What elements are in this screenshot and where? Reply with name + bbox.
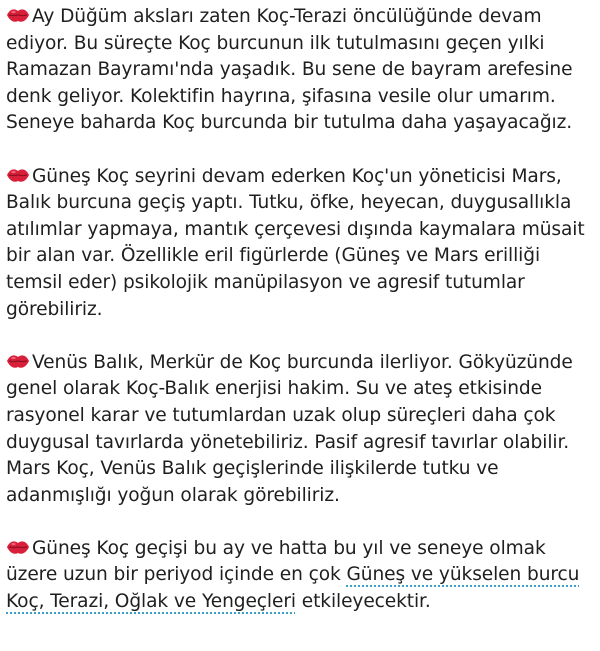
kiss-lips-icon — [6, 538, 30, 556]
paragraph-3-text: Venüs Balık, Merkür de Koç burcunda ilerliyor. Gökyüzünde genel olarak Koç-Balık enerjisi hakim. Su ve ateş etkisinde rasyonel karar ve tutumlardan uzak olup süreçleri daha çok duygusal tavırlarda yönetebiliriz. Pasif agresif tavırlar olabilir. Mars Koç, Venüs Balık geçişlerinde ilişkilerde tutku ve adanmışlığı yoğun olarak görebiliriz. — [6, 351, 573, 506]
paragraph-4 — [6, 536, 596, 616]
paragraph-1-text: Ay Düğüm aksları zaten Koç-Terazi öncülüğünde devam ediyor. Bu süreçte Koç burcunun ilk tutulmasını geçen yılki Ramazan Bayramı'nda yaşadık. Bu sene de bayram arefesine denk geliyor. Kolektifin hayrına, şifasına vesile olur umarım. Seneye baharda Koç burcunda bir tutulma daha yaşayacağız. — [6, 6, 573, 134]
paragraph-4-text-end: etkileyecektir. — [295, 591, 431, 613]
kiss-lips-icon — [6, 6, 30, 24]
paragraph-4-text: Güneş Koç geçişi bu ay ve hatta bu yıl ve seneye olmak üzere uzun bir periyod içinde en çok — [6, 537, 546, 586]
paragraph-2-text: Güneş Koç seyrini devam ederken Koç'un yöneticisi Mars, Balık burcuna geçiş yaptı. Tutku, öfke, heyecan, duygusallıkla atılımlar yapmaya, mantık çerçevesi dışında kaymalara müsait bir alan var. Özellikle eril figürlerde (Güneş ve Mars erilliği temsil eder) psikolojik manüpilasyon ve agresif tutumlar görebiliriz. — [6, 165, 585, 320]
post-body — [6, 4, 596, 616]
kiss-lips-icon — [6, 352, 30, 370]
kiss-lips-icon — [6, 166, 30, 184]
burc-link[interactable]: Güneş ve yükselen burcu Koç, Terazi, Oğlak ve Yengeçleri — [6, 564, 580, 613]
paragraph-1 — [6, 4, 596, 137]
paragraph-3 — [6, 350, 596, 510]
paragraph-2 — [6, 164, 596, 324]
